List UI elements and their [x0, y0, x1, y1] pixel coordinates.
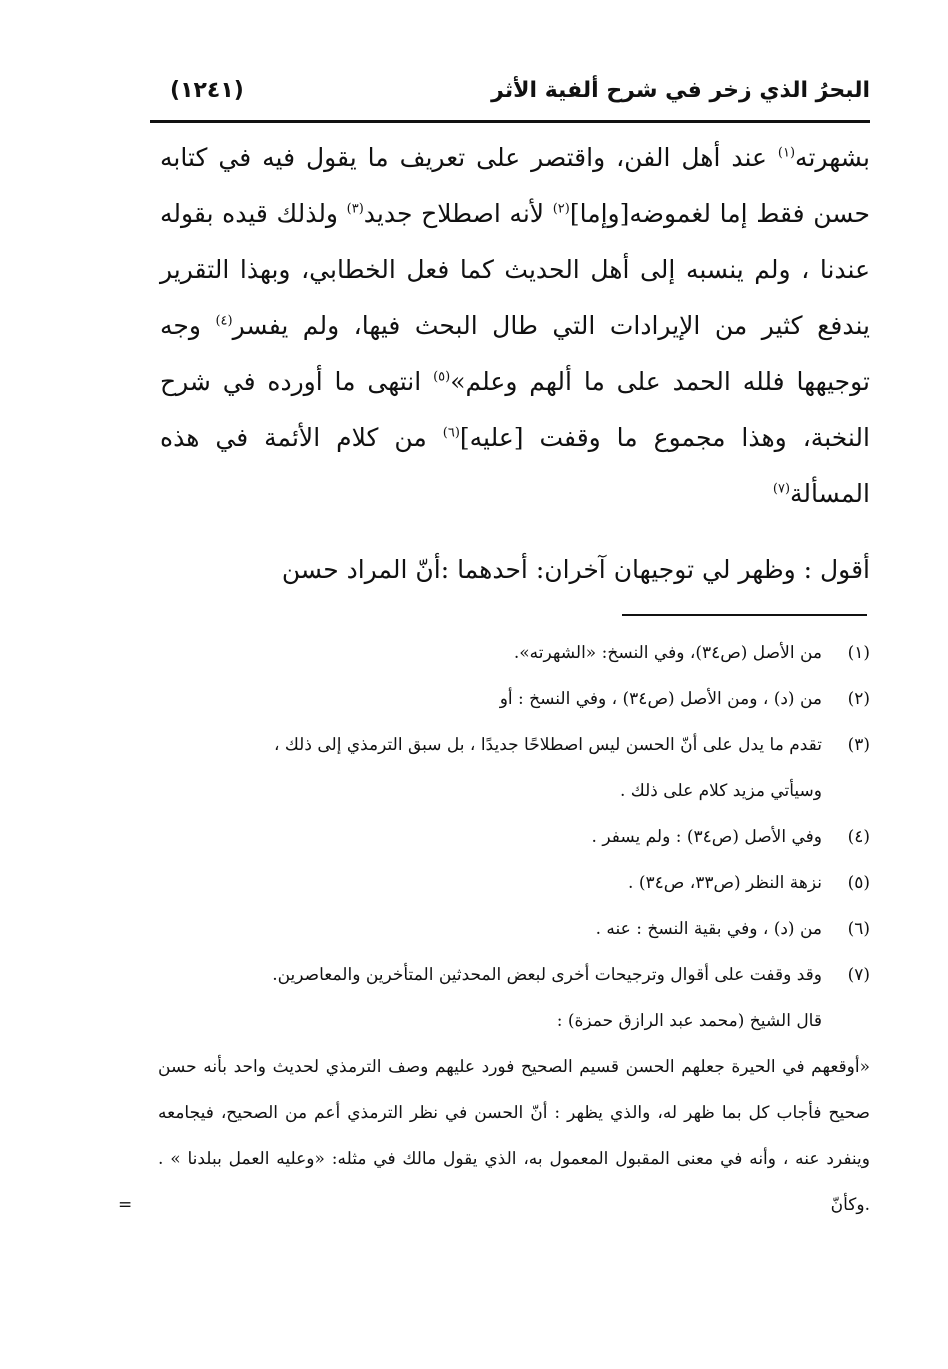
footnote-text: من الأصل (ص٣٤)، وفي النسخ: «الشهرته».	[513, 643, 822, 663]
footnote-number: (٧)	[847, 965, 870, 985]
page-number: (١٢٤١)	[170, 78, 244, 103]
footnote-1	[118, 630, 870, 676]
footnotes	[118, 630, 870, 1228]
footnote-text: من (د) ، وفي بقية النسخ : عنه .	[595, 919, 822, 939]
footnote-ref: (٢)	[552, 201, 570, 217]
footnote-7	[118, 952, 870, 998]
footnote-ref: (١)	[777, 145, 796, 161]
main-text	[160, 130, 870, 598]
footnote-3-continuation: وسيأتي مزيد كلام على ذلك .	[619, 781, 822, 801]
main-paragraph-1: بشهرته$^{(١)}$ عند أهل الفن، واقتصر على تعريف ما يقول فيه في كتابه حسن فقط إما لغموضه[وإما]$^{(٢)}$ لأنه اصطلاح جديد$^{(٣)}$ ولذلك قيده بقوله عندنا ، ولم ينسبه إلى أهل الحديث كما فعل الخطابي، وبهذا التقرير يندفع كثير من الإيرادات التي طال البحث فيها، ولم يفسر$^{(٤)}$ وجه توجيهها فلله الحمد على ما ألهم وعلم»$^{(٥)}$ انتهى ما أورده في شرح النخبة، وهذا مجموع ما وقفت [عليه]$^{(٦)}$ من كلام الأئمة في هذه المسألة$^{(٧)}$	[160, 143, 870, 508]
footnote-number: (٦)	[847, 919, 870, 939]
footnote-number: (١)	[847, 643, 870, 663]
footnote-number: (٥)	[847, 873, 870, 893]
footnote-text: تقدم ما يدل على أنّ الحسن ليس اصطلاحًا جديدًا ، بل سبق الترمذي إلى ذلك ،	[273, 735, 822, 755]
footnote-ref: (٦)	[442, 425, 460, 441]
footnote-2	[118, 676, 870, 722]
footnote-text: من (د) ، ومن الأصل (ص٣٤) ، وفي النسخ : أو	[499, 689, 822, 709]
footnote-3	[118, 722, 870, 768]
continuation-mark: =	[118, 1195, 133, 1215]
footnote-ref: (٥)	[433, 369, 451, 385]
footnote-text: وقد وقفت على أقوال وترجيحات أخرى لبعض المحدثين المتأخرين والمعاصرين.	[272, 965, 822, 985]
footnote-quote	[118, 1044, 870, 1228]
footnote-ref: (٧)	[772, 481, 791, 497]
footnote-ref: (٣)	[346, 201, 364, 217]
quote-text: «أوقعهم في الحيرة جعلهم الحسن قسيم الصحيح فورد عليهم وصف الترمذي لحديث واحد بأنه حسن صحيح فأجاب كل بما ظهر له، والذي يظهر : أنّ الحسن في نظر الترمذي أعم من الصحيح، فيجامعه وينفرد عنه ، وأنه في معنى المقبول المعمول به، الذي يقول مالك في مثله: «وعليه العمل ببلدنا » . .وكأنّ	[158, 1057, 870, 1215]
footnote-4	[118, 814, 870, 860]
footnote-divider	[622, 614, 867, 616]
footnote-7-continuation: قال الشيخ (محمد عبد الرازق حمزة) :	[556, 1011, 822, 1031]
page-header	[150, 70, 870, 123]
footnote-number: (٣)	[847, 735, 870, 755]
footnote-text: نزهة النظر (ص٣٣، ص٣٤) .	[628, 873, 822, 893]
footnote-number: (٢)	[847, 689, 870, 709]
footnote-ref: (٤)	[215, 313, 233, 329]
footnote-text: وفي الأصل (ص٣٤) : ولم يسفر .	[591, 827, 822, 847]
footnote-6	[118, 906, 870, 952]
footnote-number: (٤)	[847, 827, 870, 847]
book-title: البحرُ الذي زخر في شرح ألفية الأثر	[491, 78, 870, 103]
main-paragraph-2: أقول : وظهر لي توجيهان آخران: أحدهما :أنّ المراد حسن	[281, 555, 870, 584]
footnote-5	[118, 860, 870, 906]
